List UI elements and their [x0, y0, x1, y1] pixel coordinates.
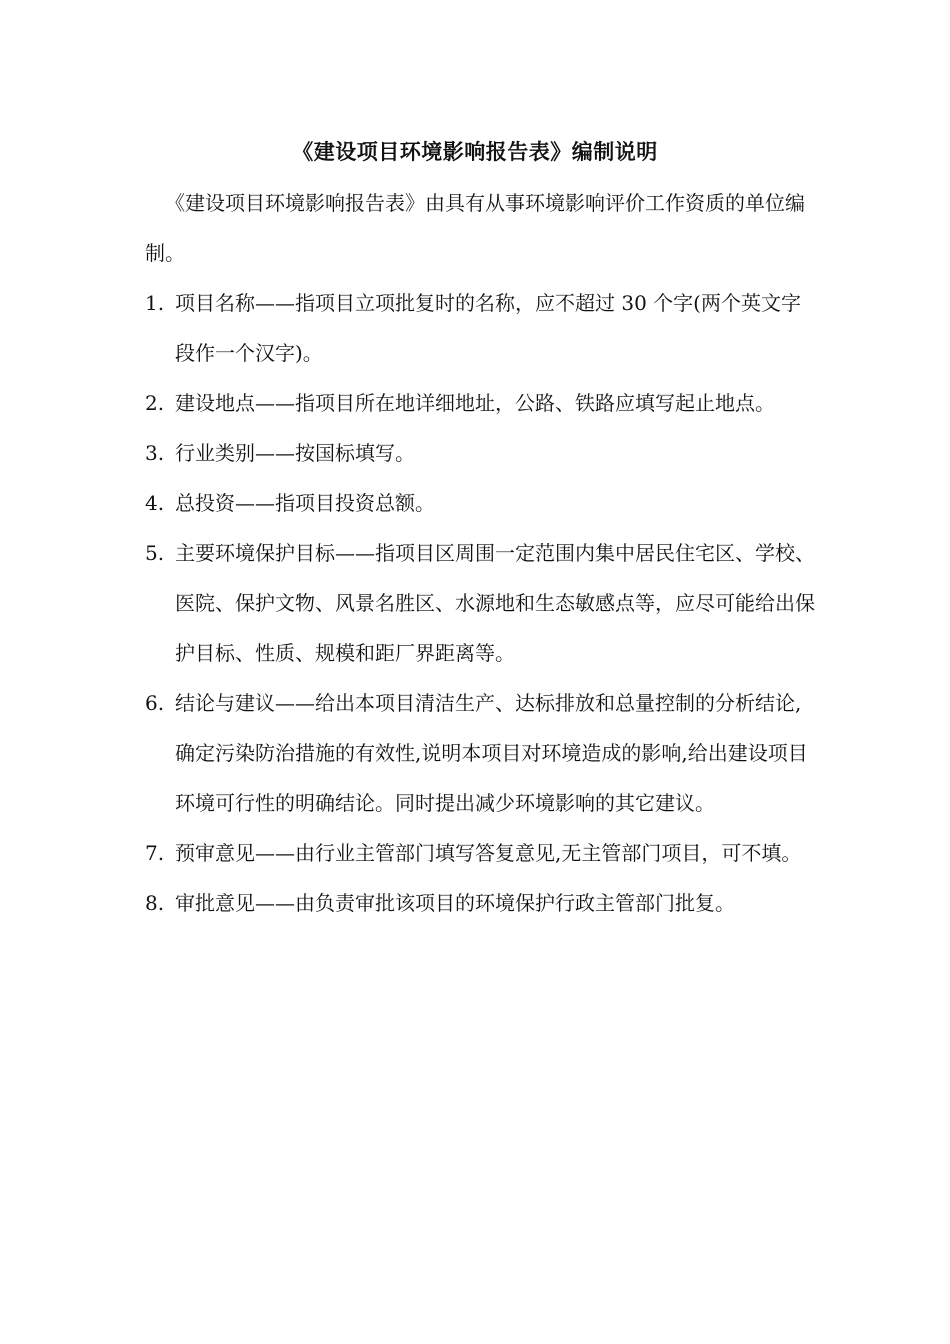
- item-number: 1.: [145, 291, 165, 315]
- item-text: 行业类别——按国标填写。: [175, 441, 415, 465]
- list-item: [145, 528, 817, 678]
- item-number: 7.: [145, 841, 165, 865]
- item-text: 项目名称——指项目立项批复时的名称，应不超过 30 个字(两个英文字段作一个汉字)。: [175, 291, 801, 365]
- item-text: 主要环境保护目标——指项目区周围一定范围内集中居民住宅区、学校、医院、保护文物、风景名胜区、水源地和生态敏感点等，应尽可能给出保护目标、性质、规模和距厂界距离等。: [175, 541, 815, 665]
- item-number: 4.: [145, 491, 165, 515]
- document-title: 《建设项目环境影响报告表》编制说明: [292, 139, 658, 164]
- list-item: [145, 428, 817, 478]
- item-number: 8.: [145, 891, 165, 915]
- list-item: [145, 478, 817, 528]
- list-item: [145, 878, 817, 928]
- item-text: 建设地点——指项目所在地详细地址，公路、铁路应填写起止地点。: [175, 391, 775, 415]
- item-number: 3.: [145, 441, 165, 465]
- item-number: 5.: [145, 541, 165, 565]
- item-number: 2.: [145, 391, 165, 415]
- item-number: 6.: [145, 691, 165, 715]
- list-item: [145, 278, 817, 378]
- document-body: [145, 178, 817, 928]
- list-item: [145, 828, 817, 878]
- intro-paragraph: 《建设项目环境影响报告表》由具有从事环境影响评价工作资质的单位编制。: [145, 191, 805, 265]
- item-text: 审批意见——由负责审批该项目的环境保护行政主管部门批复。: [175, 891, 735, 915]
- item-text: 结论与建议——给出本项目清洁生产、达标排放和总量控制的分析结论,确定污染防治措施的有效性,说明本项目对环境造成的影响,给出建设项目环境可行性的明确结论。同时提出减少环境影响的其它建议。: [175, 691, 808, 815]
- item-text: 预审意见——由行业主管部门填写答复意见,无主管部门项目，可不填。: [175, 841, 802, 865]
- instruction-list: [145, 278, 817, 928]
- list-item: [145, 678, 817, 828]
- list-item: [145, 378, 817, 428]
- item-text: 总投资——指项目投资总额。: [175, 491, 435, 515]
